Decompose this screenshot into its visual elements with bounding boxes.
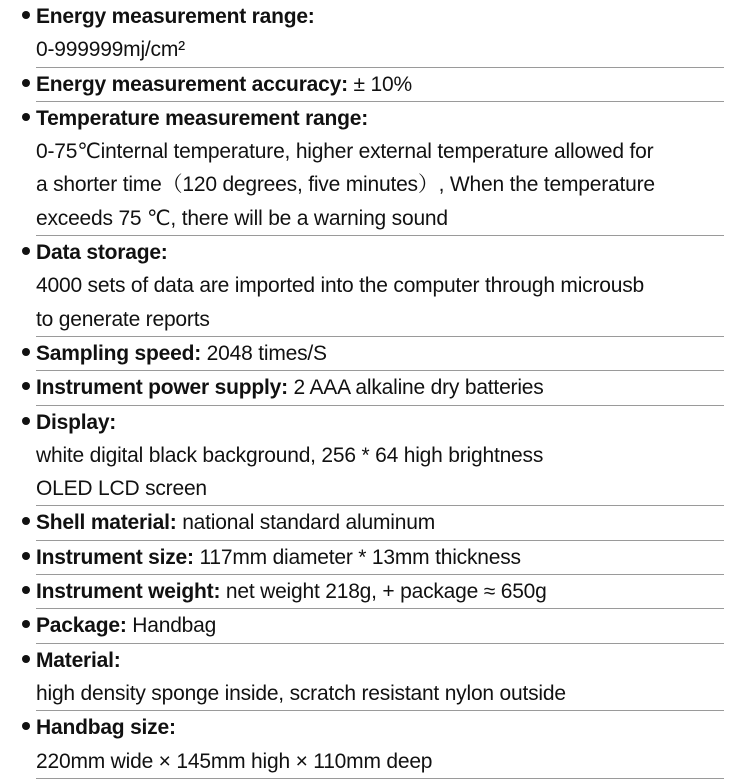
spec-detail: white digital black background, 256 * 64 high brightness xyxy=(36,443,544,467)
spec-label: Package: xyxy=(36,614,127,638)
spec-label: Instrument size: xyxy=(36,545,194,569)
spec-material xyxy=(24,644,724,712)
spec-header xyxy=(36,102,724,135)
spec-value: 2048 times/S xyxy=(206,341,327,365)
spec-list xyxy=(24,0,724,779)
bullet-icon xyxy=(22,552,30,560)
spec-shell-material xyxy=(24,506,724,540)
spec-label: Handbag size: xyxy=(36,716,176,740)
spec-value: ± 10% xyxy=(353,72,412,96)
spec-detail: 0-999999mj/cm² xyxy=(36,33,724,67)
spec-detail: 220mm wide × 145mm high × 110mm deep xyxy=(36,745,724,779)
spec-value: 117mm diameter * 13mm thickness xyxy=(199,545,521,569)
bullet-icon xyxy=(22,722,30,730)
spec-energy-range xyxy=(24,0,724,68)
spec-label: Sampling speed: xyxy=(36,341,202,365)
spec-display xyxy=(24,406,724,507)
spec-header xyxy=(36,644,724,677)
spec-header xyxy=(36,711,724,744)
spec-label: Instrument power supply: xyxy=(36,376,288,400)
spec-temperature-range xyxy=(24,102,724,236)
spec-detail: OLED LCD screen xyxy=(36,472,724,506)
bullet-icon xyxy=(22,517,30,525)
spec-header xyxy=(36,541,724,575)
spec-detail: 4000 sets of data are imported into the computer through microusb xyxy=(36,274,645,298)
bullet-icon xyxy=(22,247,30,255)
spec-detail: exceeds 75 ℃, there will be a warning sound xyxy=(36,202,724,236)
bullet-icon xyxy=(22,655,30,663)
bullet-icon xyxy=(22,417,30,425)
spec-value: net weight 218g, + package ≈ 650g xyxy=(225,580,547,604)
spec-value: 2 AAA alkaline dry batteries xyxy=(293,376,544,400)
spec-header xyxy=(36,406,724,439)
bullet-icon xyxy=(22,620,30,628)
spec-label: Energy measurement range: xyxy=(36,5,315,28)
bullet-icon xyxy=(22,11,30,19)
bullet-icon xyxy=(22,79,30,87)
spec-header xyxy=(36,371,724,405)
spec-header xyxy=(36,506,724,540)
spec-label: Display: xyxy=(36,410,117,434)
spec-header xyxy=(36,236,724,269)
spec-handbag-size xyxy=(24,711,724,779)
spec-detail: 0-75℃internal temperature, higher external temperature allowed for xyxy=(36,140,654,164)
spec-label: Shell material: xyxy=(36,511,177,535)
spec-value: Handbag xyxy=(132,614,217,638)
spec-detail: high density sponge inside, scratch resistant nylon outside xyxy=(36,677,724,711)
spec-header xyxy=(36,68,724,102)
spec-label: Temperature measurement range: xyxy=(36,106,369,130)
spec-energy-accuracy xyxy=(24,68,724,102)
spec-label: Instrument weight: xyxy=(36,580,221,604)
spec-instrument-size xyxy=(24,541,724,575)
bullet-icon xyxy=(22,586,30,594)
spec-label: Data storage: xyxy=(36,241,168,265)
spec-detail: a shorter time（120 degrees, five minutes）, When the temperature xyxy=(36,173,655,197)
spec-label: Energy measurement accuracy: xyxy=(36,72,348,96)
spec-package xyxy=(24,609,724,643)
spec-data-storage xyxy=(24,236,724,337)
spec-power-supply xyxy=(24,371,724,405)
spec-header xyxy=(36,337,724,371)
spec-header xyxy=(36,575,724,609)
bullet-icon xyxy=(22,382,30,390)
spec-sampling-speed xyxy=(24,337,724,371)
bullet-icon xyxy=(22,113,30,121)
spec-header xyxy=(36,0,724,33)
spec-header xyxy=(36,609,724,643)
spec-detail: to generate reports xyxy=(36,303,724,337)
spec-instrument-weight xyxy=(24,575,724,609)
bullet-icon xyxy=(22,348,30,356)
spec-label: Material: xyxy=(36,648,121,672)
spec-value: national standard aluminum xyxy=(182,511,435,535)
